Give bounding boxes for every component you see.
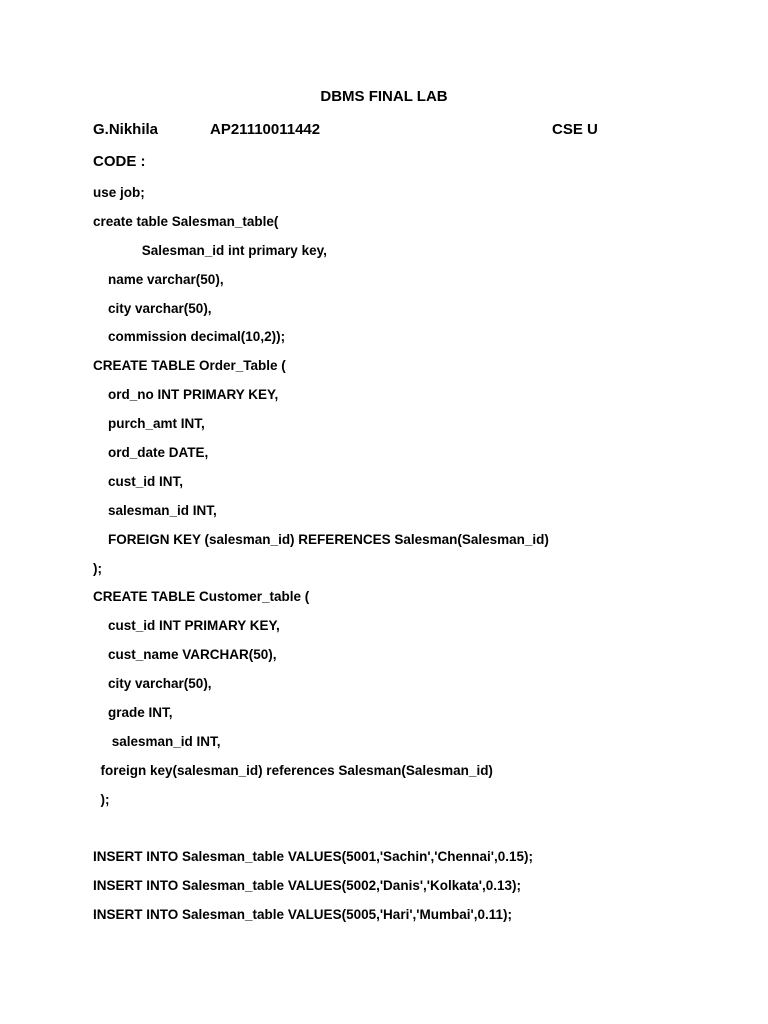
code-line: FOREIGN KEY (salesman_id) REFERENCES Salesman(Salesman_id) — [93, 531, 549, 547]
student-name: G.Nikhila — [93, 121, 159, 138]
code-line: INSERT INTO Salesman_table VALUES(5005,'Hari','Mumbai',0.11); — [93, 907, 512, 923]
section-label: CSE U — [552, 121, 598, 138]
code-line: ); — [93, 560, 102, 576]
code-line: ord_date DATE, — [93, 445, 209, 461]
code-line: commission decimal(10,2)); — [93, 329, 286, 345]
code-line: cust_id INT PRIMARY KEY, — [93, 618, 280, 634]
code-line: purch_amt INT, — [93, 416, 205, 432]
code-line: use job; — [93, 185, 145, 200]
code-line: foreign key(salesman_id) references Salesman(Salesman_id) — [93, 762, 493, 778]
code-line: city varchar(50), — [93, 300, 212, 316]
code-heading: CODE : — [93, 153, 146, 170]
code-line: city varchar(50), — [93, 676, 212, 692]
code-line: create table Salesman_table( — [93, 213, 279, 229]
code-line: INSERT INTO Salesman_table VALUES(5002,'Danis','Kolkata',0.13); — [93, 878, 521, 894]
code-line: name varchar(50), — [93, 271, 224, 287]
registration-number: AP21110011442 — [210, 121, 321, 138]
code-line: grade INT, — [93, 705, 173, 721]
code-line: cust_id INT, — [93, 473, 184, 489]
blank-line — [93, 818, 743, 847]
code-line: CREATE TABLE Order_Table ( — [93, 358, 286, 374]
code-line: ord_no INT PRIMARY KEY, — [93, 387, 279, 403]
document-title: DBMS FINAL LAB — [320, 88, 448, 105]
code-line: CREATE TABLE Customer_table ( — [93, 589, 310, 605]
code-line: cust_name VARCHAR(50), — [93, 647, 277, 663]
code-line: Salesman_id int primary key, — [93, 242, 327, 258]
code-line: salesman_id INT, — [93, 733, 221, 749]
code-listing — [93, 182, 743, 933]
code-line: ); — [93, 791, 110, 807]
code-line: INSERT INTO Salesman_table VALUES(5001,'Sachin','Chennai',0.15); — [93, 849, 533, 865]
code-line: salesman_id INT, — [93, 502, 217, 518]
